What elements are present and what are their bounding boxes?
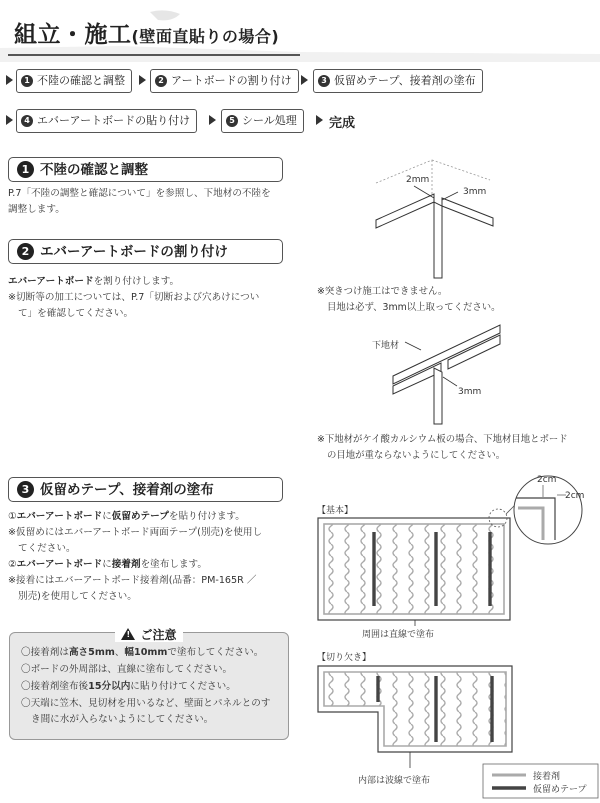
- application-pattern-diagram: [310, 460, 600, 803]
- flow-step-4: 4 エバーアートボードの貼り付け: [16, 109, 197, 133]
- legend-adhesive: 接着剤: [533, 772, 561, 782]
- detail-2cm-side: 2cm: [565, 491, 585, 501]
- label-2mm: 2mm: [406, 175, 430, 185]
- caution-box: [9, 628, 289, 740]
- joint-gap-diagram: [370, 158, 495, 280]
- section2-body: エバーアートボードを割り付けします。 ※切断等の加工については、P.7「切断および穴あけについ て」を確認してください。: [8, 276, 260, 319]
- substrate-joint-diagram: [385, 320, 510, 426]
- cut-label: 【切り欠き】: [317, 653, 372, 663]
- flow-step-1: 1 不陸の確認と調整: [16, 69, 132, 93]
- flow-arrow-icon: [301, 75, 308, 85]
- flow-step-5: 5 シール処理: [221, 109, 304, 133]
- caution-line: 〇接着剤塗布後15分以内に貼り付けてください。: [21, 681, 236, 692]
- caption-cut: 内部は波線で塗布: [358, 776, 431, 786]
- detail-2cm-top: 2cm: [537, 475, 557, 485]
- basic-label: 【基本】: [317, 506, 354, 516]
- flow-done: 完成: [329, 116, 356, 131]
- caption-basic: 周囲は直線で塗布: [362, 630, 435, 640]
- section3-header: 3 仮留めテープ、接着剤の塗布: [8, 477, 283, 502]
- section2-header: 2 エバーアートボードの割り付け: [8, 239, 283, 264]
- diagram2-note: ※下地材がケイ酸カルシウム板の場合、下地材目地とボード の目地が重ならないようにしてください。: [317, 434, 568, 461]
- page-subtitle: (壁面直貼りの場合): [131, 27, 280, 46]
- caution-line: 〇天端に笠木、見切材を用いるなど、壁面とパネルとのす: [21, 698, 271, 709]
- label-3mm-b: 3mm: [458, 387, 482, 397]
- caution-line: 〇ボードの外周部は、直線に塗布してください。: [21, 664, 233, 675]
- legend-tape: 仮留めテープ: [533, 785, 587, 795]
- page-title: 組立・施工(壁面直貼りの場合): [14, 22, 280, 48]
- flow-arrow-icon: [316, 115, 323, 125]
- caution-title: !ご注意: [10, 626, 288, 643]
- flow-arrow-icon: [6, 75, 13, 85]
- flow-arrow-icon: [139, 75, 146, 85]
- caution-line: 〇接着剤は高さ5mm、幅10mmで塗布してください。: [21, 647, 264, 658]
- flow-step-2: 2 アートボードの割り付け: [150, 69, 299, 93]
- section1-body: P.7「不陸の調整と確認について」を参照し、下地材の不陸を 調整します。: [8, 188, 271, 215]
- flow-step-3: 3 仮留めテープ、接着剤の塗布: [313, 69, 483, 93]
- flow-arrow-icon: [6, 115, 13, 125]
- label-3mm: 3mm: [463, 187, 487, 197]
- label-substrate: 下地材: [372, 341, 400, 351]
- section1-header: 1 不陸の確認と調整: [8, 157, 283, 182]
- caution-line: き間に水が入らないようにしてください。: [31, 714, 214, 725]
- section3-body: ①エバーアートボードに仮留めテープを貼り付けます。 ※仮留めにはエバーアートボード両面テープ(別売)を使用し てください。 ②エバーアートボードに接着剤を塗布します。 ※接着にはエバーアートボード接着剤(品番：PM-165R ／ 別売)を使用してください。: [8, 511, 263, 602]
- warning-icon: [121, 628, 135, 640]
- flow-arrow-icon: [209, 115, 216, 125]
- diagram1-note: ※突きつけ施工はできません。 目地は必ず、3mm以上取ってください。: [317, 286, 501, 313]
